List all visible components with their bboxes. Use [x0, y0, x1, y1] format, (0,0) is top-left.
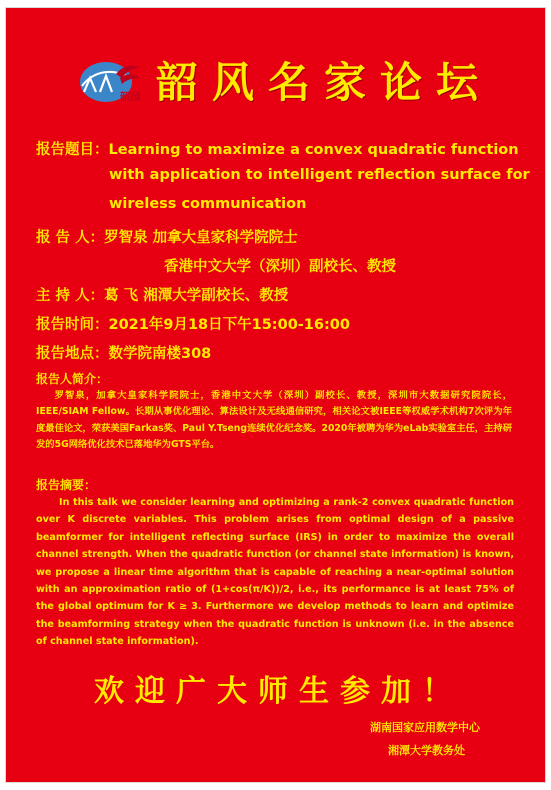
time-label: 报告时间：: [36, 317, 109, 333]
forum-logo: [76, 56, 142, 104]
topic-line-3: wireless communication: [109, 196, 307, 212]
host-value: 葛 飞 湘潭大学副校长、教授: [104, 288, 289, 304]
organizer-2: 湘潭大学教务处: [388, 744, 465, 757]
topic-label: 报告题目：: [36, 142, 109, 158]
speaker-row: [36, 226, 298, 247]
abstract-text: In this talk we consider learning and optimizing a rank-2 convex quadratic function over K discrete variables. This problem arises from optimal design of a passive beamformer for intelligent reflecting surface (IRS) in order to maximize the overall channel strength. When the quadratic function (or channel state information) is known, we propose a linear time algorithm that is capable of reaching a near-optimal solution with an approximation ratio of (1+cos(π/K))/2, i.e., its performance is at least 75% of the global optimum for K ≥ 3. Furthermore we develop methods to learn and optimize the beamforming strategy when the quadratic function is unknown (i.e. in the absence of channel state information).: [36, 497, 514, 648]
time-row: [36, 313, 350, 334]
location-value: 数学院南楼308: [108, 346, 212, 362]
time-value: 2021年9月18日下午15:00-16:00: [108, 317, 350, 333]
topic-line-1: Learning to maximize a convex quadratic function: [108, 142, 519, 158]
logo-emblem-icon: [76, 56, 142, 104]
logo-text: 韶园: [120, 92, 140, 103]
abstract-label: 报告摘要：: [36, 478, 97, 492]
topic-line-2: with application to intelligent reflection surface for: [109, 167, 530, 183]
location-label: 报告地点：: [36, 346, 109, 362]
topic-row: [36, 138, 519, 159]
forum-title: 韶风名家论坛: [156, 58, 493, 107]
organizer-1: 湖南国家应用数学中心: [370, 721, 480, 734]
welcome-banner: 欢迎广大师生参加！: [94, 674, 463, 709]
host-row: [36, 284, 288, 305]
speaker-name: 罗智泉 加拿大皇家科学院院士: [104, 230, 298, 246]
host-label: 主 持 人：: [36, 288, 105, 304]
speaker-label: 报 告 人：: [36, 230, 105, 246]
bio-label: 报告人简介：: [36, 372, 109, 386]
poster: [6, 8, 545, 782]
bio-text: 罗智泉，加拿大皇家科学院院士，香港中文大学（深圳）副校长、教授，深圳市大数据研究院院长，IEEE/SIAM Fellow。长期从事优化理论、算法设计及无线通信研究，相关论文被IEEE等权威学术机构7次评为年度最佳论文，荣获美国Farkas奖、Paul Y.Tseng连续优化纪念奖。2020年被聘为华为eLab实验室主任，主持研发的5G网络优化技术已落地华为GTS平台。: [36, 390, 512, 450]
speaker-affiliation: 香港中文大学（深圳）副校长、教授: [164, 259, 396, 275]
location-row: [36, 342, 211, 363]
